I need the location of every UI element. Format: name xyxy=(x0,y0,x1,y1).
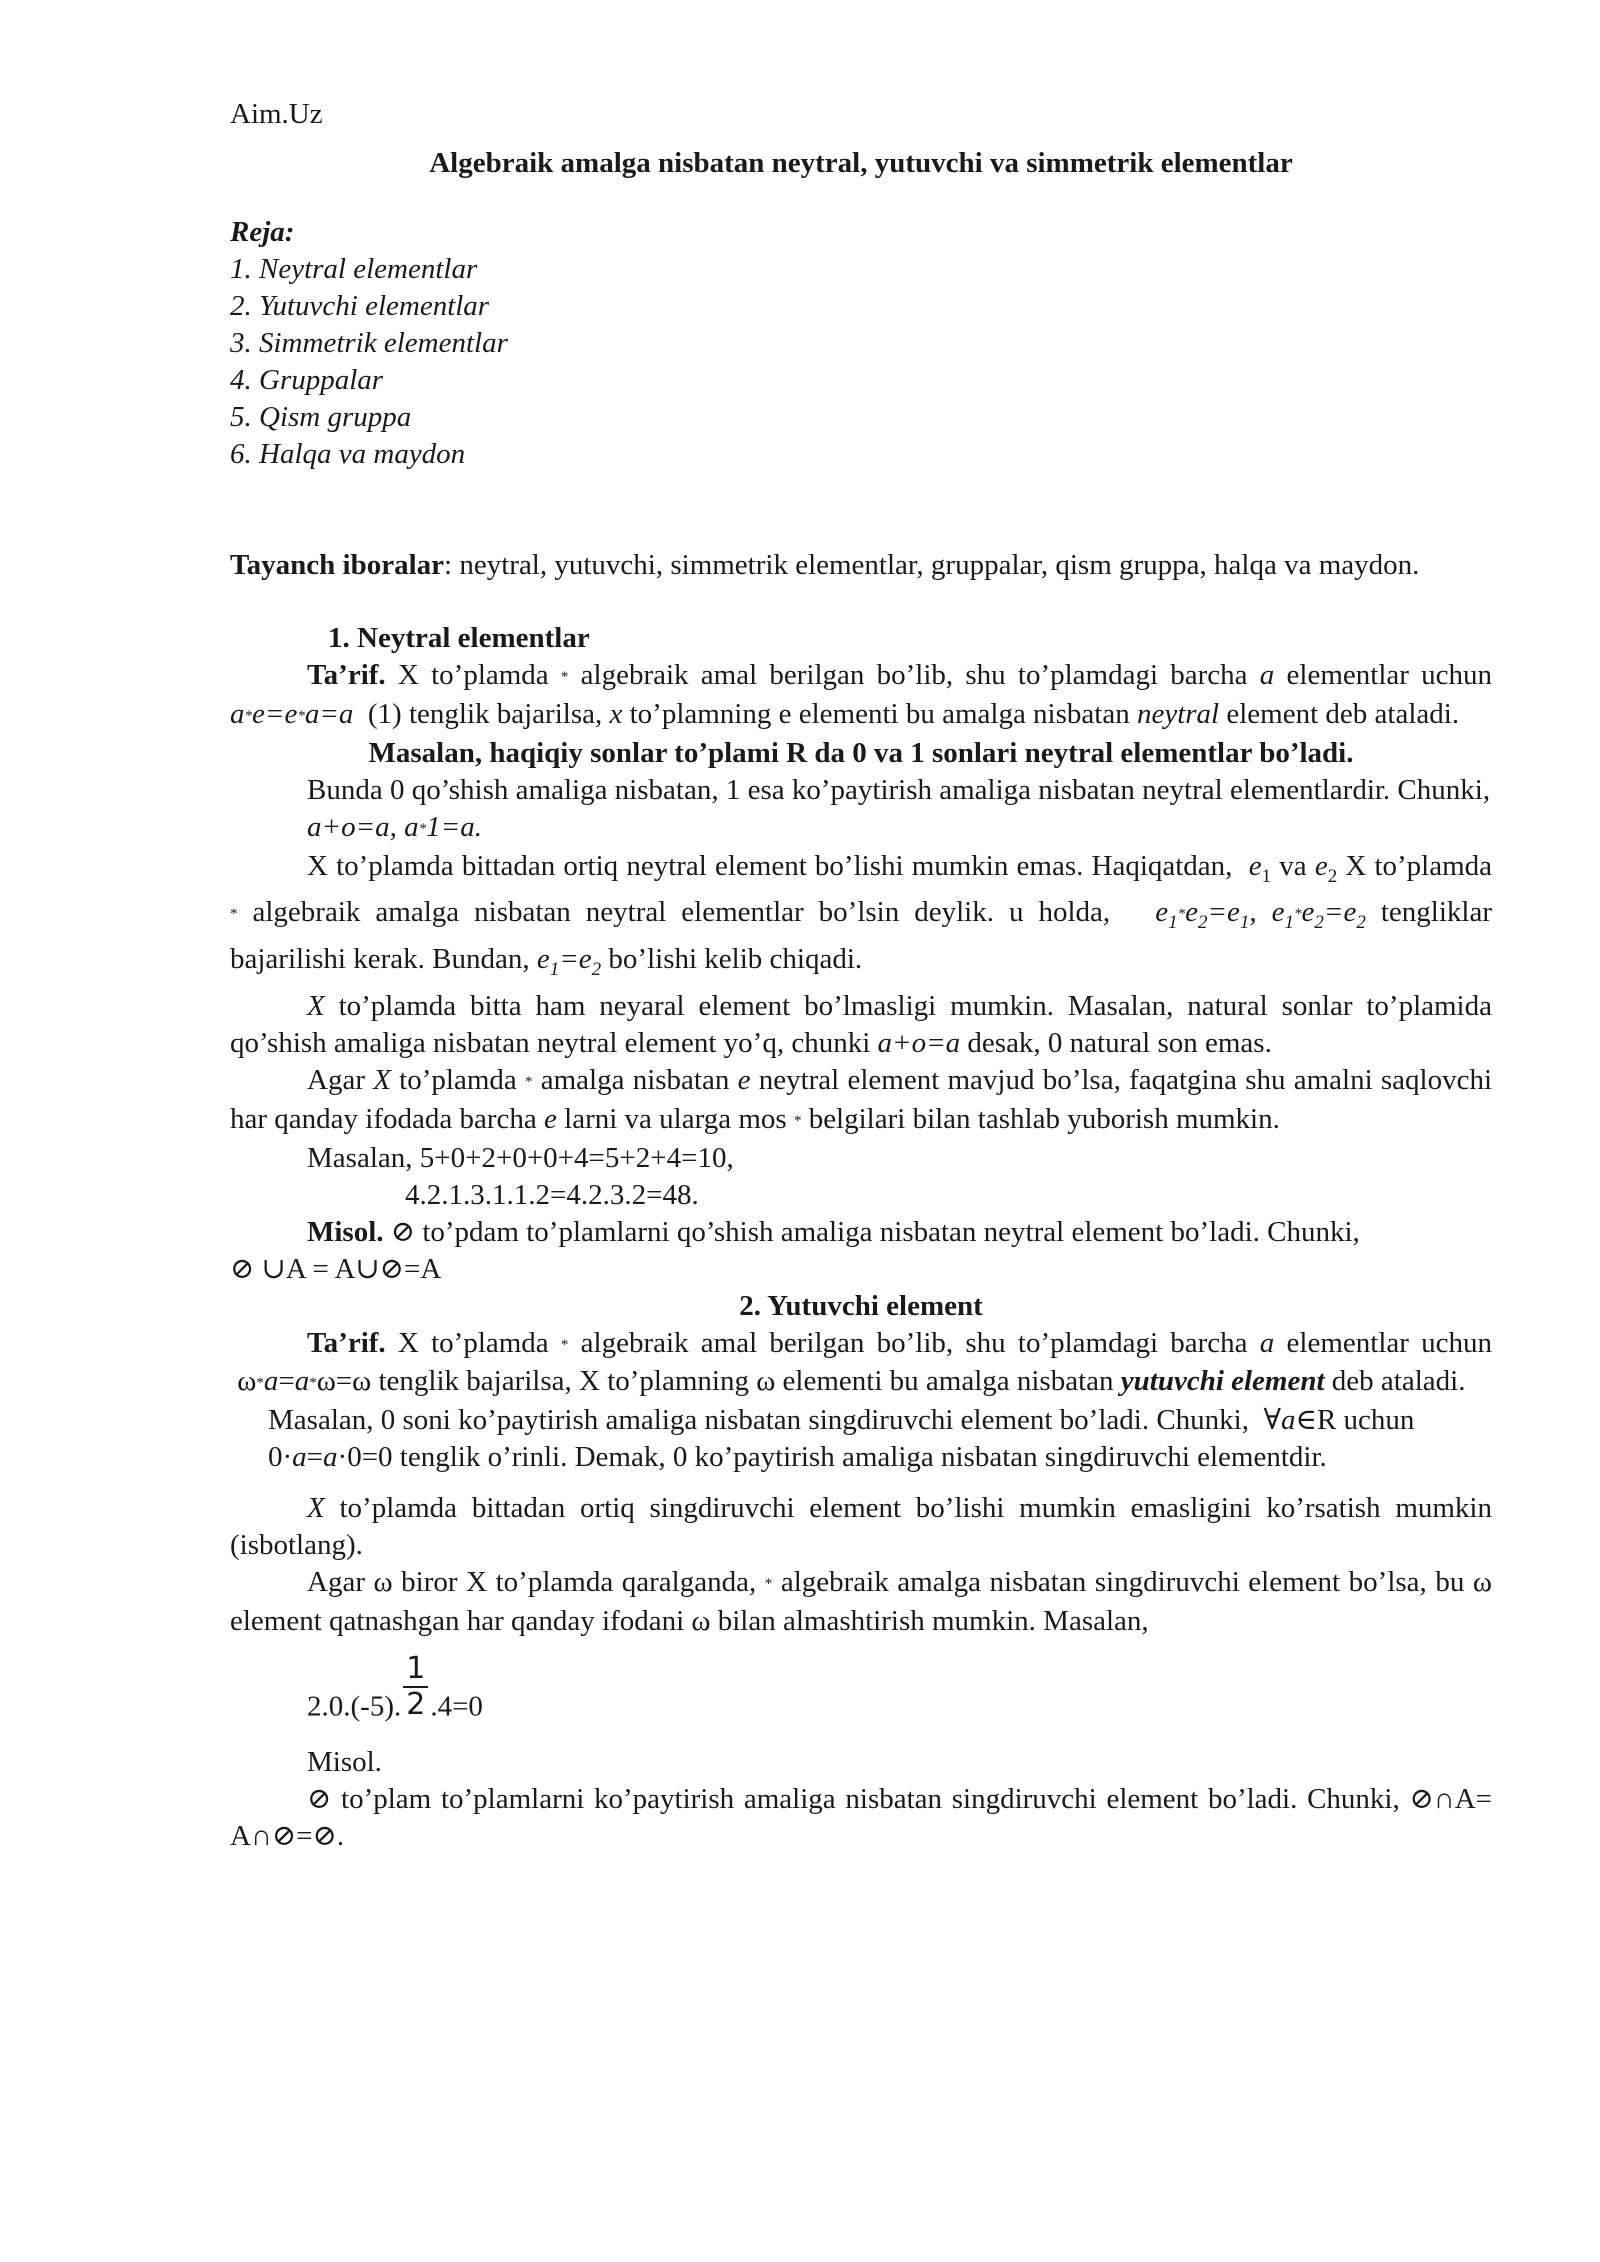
plan-item: 4. Gruppalar xyxy=(230,364,384,396)
plan-item: 2. Yutuvchi elementlar xyxy=(230,290,490,322)
plan-item: 6. Halqa va maydon xyxy=(230,438,466,470)
site-label: Aim.Uz xyxy=(230,98,323,130)
section-heading-neutral: 1. Neytral elementlar xyxy=(328,622,590,654)
fraction-one-half: $\frac{1}{2}$ xyxy=(403,1652,428,1722)
page-title: Algebraik amalga nisbatan neytral, yutuvchi va simmetrik elementlar xyxy=(429,147,1293,179)
section-heading-absorbing: 2. Yutuvchi element xyxy=(739,1289,983,1322)
example-line-2: 4.2.1.3.1.1.2=4.2.3.2=48. xyxy=(405,1178,699,1211)
definition-neutral: Ta’rif. X to’plamda * algebraik amal berilgan bo’lib, shu to’plamdagi barcha a elementlar uchun a*e=e*a=a (1) tenglik bajarilsa, x to’plamning e elementi bu amalga nisbatan neytral element deb ataladi. xyxy=(230,659,1493,730)
plan-heading: Reja: xyxy=(230,216,295,248)
paragraph-natural: X to’plamda bitta ham neyaral element bo’lmasligi mumkin. Masalan, natural sonlar to’plamida qo’shish amaliga nisbatan neytral element yo’q, chunki a+o=a desak, 0 natural son emas. xyxy=(230,989,1492,1059)
keywords-text: : neytral, yutuvchi, simmetrik elementlar, gruppalar, qism gruppa, halqa va maydon. xyxy=(444,549,1420,581)
keywords-label: Tayanch iboralar xyxy=(230,549,445,581)
document-page xyxy=(230,96,1492,1855)
paragraph-omit: Agar X to’plamda * amalga nisbatan e neytral element mavjud bo’lsa, faqatgina shu amalni saqlovchi har qanday ifodada barcha e larni va ularga mos * belgilari bilan tashlab yuborish mumkin. xyxy=(230,1063,1493,1135)
definition-absorbing: Ta’rif. X to’plamda * algebraik amal berilgan bo’lib, shu to’plamdagi barcha a elementlar uchun ω*a=a*ω=ω tenglik bajarilsa, X to’plamning ω elementi bu amalga nisbatan yutuvchi element deb ataladi. xyxy=(230,1326,1493,1398)
plan-item: 1. Neytral elementlar xyxy=(230,253,478,285)
paragraph-bunda: Bunda 0 qo’shish amaliga nisbatan, 1 esa ko’paytirish amaliga nisbatan neytral elementlardir. Chunki, xyxy=(307,773,1491,806)
misol-absorbing: ⊘ to’plam to’plamlarni ko’paytirish amaliga nisbatan singdiruvchi element bo’ladi. Chunki, ⊘∩A= A∩⊘=⊘. xyxy=(230,1783,1492,1853)
paragraph-replace: Agar ω biror X to’plamda qaralganda, * algebraik amalga nisbatan singdiruvchi element bo’lsa, bu ω element qatnashgan har qanday ifodani ω bilan almashtirish mumkin. Masalan, xyxy=(230,1566,1492,1638)
formula-neutral: a+o=a, a*1=a. xyxy=(307,810,482,843)
formula-union: ⊘ ∪A = A∪⊘=A xyxy=(230,1252,442,1285)
keywords-paragraph xyxy=(230,547,1492,584)
example-line-1: Masalan, 5+0+2+0+0+4=5+2+4=10, xyxy=(307,1141,734,1174)
example-fraction: 2.0.(-5). $\frac{1}{2}$ .4=0 xyxy=(307,1651,483,1723)
misol-neutral: Misol. ⊘ to’pdam to’plamlarni qo’shish amaliga nisbatan neytral element bo’ladi. Chunki, xyxy=(307,1215,1360,1248)
plan-item: 5. Qism gruppa xyxy=(230,401,412,433)
example-heading: Masalan, haqiqiy sonlar to’plami R da 0 va 1 sonlari neytral elementlar bo’ladi. xyxy=(368,736,1354,769)
plan-item: 3. Simmetrik elementlar xyxy=(230,327,508,359)
paragraph-uniqueness: X to’plamda bittadan ortiq neytral element bo’lishi mumkin emas. Haqiqatdan, $e_1$ va $e_2$ X to’plamda * algebraik amalga nisbatan neytral elementlar bo’lsin deylik. u holda, $e_1*e_2=e_1$, $e_1*e_2=e_2$ tengliklar bajarilishi kerak. Bundan, $e_1=e_2$ bo’lishi kelib chiqadi. xyxy=(230,849,1493,980)
paragraph-absorbing-unique: X to’plamda bittadan ortiq singdiruvchi element bo’lishi mumkin emasligini ko’rsatish mumkin (isbotlang). xyxy=(230,1492,1492,1562)
example-zero: Masalan, 0 soni ko’paytirish amaliga nisbatan singdiruvchi element bo’ladi. Chunki, ∀a∈R uchun 0·a=a·0=0 tenglik o’rinli. Demak, 0 ko’paytirish amaliga nisbatan singdiruvchi elementdir. xyxy=(268,1404,1415,1474)
misol-label-absorbing: Misol. xyxy=(307,1746,382,1779)
plan-list xyxy=(230,214,1492,473)
